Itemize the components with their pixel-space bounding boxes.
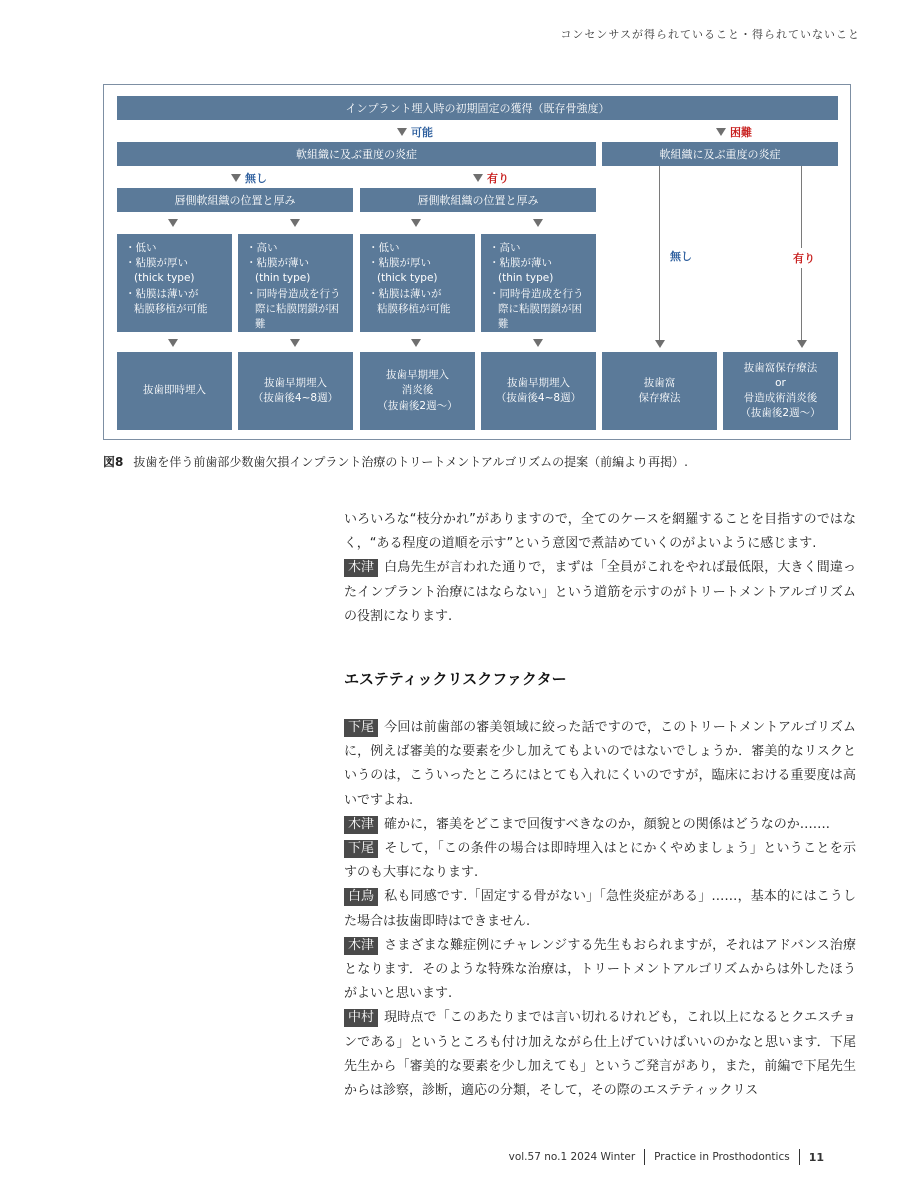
- figure-caption-text: 抜歯を伴う前歯部少数歯欠損インプラント治療のトリートメントアルゴリズムの提案（前編より再掲）.: [133, 455, 688, 469]
- down-arrow-icon: [533, 339, 543, 347]
- condition-line: 粘膜移植が可能: [377, 302, 451, 315]
- down-arrow-icon: [411, 339, 421, 347]
- condition-line: ・粘膜が薄い: [489, 257, 552, 270]
- down-arrow-icon: [397, 128, 407, 136]
- condition-box: [481, 234, 596, 332]
- dialogue-entry: [344, 556, 856, 629]
- condition-line: ・粘膜は薄いが: [125, 287, 199, 300]
- result-line: 抜歯早期埋入: [263, 376, 327, 389]
- footer-divider: [799, 1149, 800, 1165]
- down-arrow-icon: [290, 219, 300, 227]
- result-box: [360, 352, 475, 430]
- result-line: （抜歯後4~8週）: [252, 392, 339, 404]
- right-branch-none: 無し: [670, 250, 692, 263]
- right-branch-present: 有り: [791, 248, 817, 268]
- branch-none-label: 無し: [245, 172, 267, 185]
- dialogue-entry: [344, 716, 856, 813]
- condition-line: 際に粘膜閉鎖が困難: [498, 302, 582, 331]
- down-arrow-icon: [411, 219, 421, 227]
- dialogue-text: さまざまな難症例にチャレンジする先生もおられますが，それはアドバンス治療となります．そのような特殊な治療は，トリートメントアルゴリズムからは外したほうがよいと思います.: [344, 937, 856, 1002]
- result-box: [602, 352, 717, 430]
- branch-present: [473, 170, 509, 186]
- down-arrow-icon: [168, 219, 178, 227]
- condition-line: 際に粘膜閉鎖が困難: [255, 302, 339, 331]
- dialogue-text: そして，「この条件の場合は即時埋入はとにかくやめましょう」ということを示すのも大事になります.: [344, 841, 856, 881]
- branch-possible-label: 可能: [411, 126, 433, 139]
- speaker-label: 木津: [344, 937, 378, 955]
- condition-line: ・低い: [125, 242, 157, 254]
- result-line: （抜歯後2週～）: [377, 399, 458, 412]
- result-line: （抜歯後2週～）: [740, 407, 821, 420]
- dialogue-text: 白鳥先生が言われた通りで，まずは「全員がこれをやれば最低限，大きく間違ったインプラント治療にはならない」という道筋を示すのがトリートメントアルゴリズムの役割になります.: [344, 560, 856, 624]
- inflammation-bar-right: 軟組織に及ぶ重度の炎症: [602, 142, 838, 166]
- dialogue-text: 私も同感です.「固定する骨がない」「急性炎症がある」……，基本的にはこうした場合は抜歯即時はできません.: [344, 889, 856, 929]
- result-line: 抜歯即時埋入: [143, 384, 206, 397]
- result-line: 抜歯早期埋入: [506, 376, 570, 389]
- condition-line: ・粘膜が薄い: [246, 257, 309, 270]
- down-arrow-icon: [716, 128, 726, 136]
- condition-box: [117, 234, 232, 332]
- condition-line: ・粘膜が厚い: [125, 257, 188, 270]
- down-arrow-icon: [533, 219, 543, 227]
- labial-bar-right: 唇側軟組織の位置と厚み: [360, 188, 596, 212]
- condition-line: ・高い: [489, 242, 521, 254]
- dialogue-entry: [344, 813, 856, 837]
- branch-possible: [397, 124, 433, 140]
- result-box: [117, 352, 232, 430]
- figure-caption: [103, 453, 688, 470]
- branch-difficult: [716, 124, 752, 140]
- inflammation-bar-left: 軟組織に及ぶ重度の炎症: [117, 142, 596, 166]
- down-arrow-icon: [231, 174, 241, 182]
- result-line: 消炎後: [401, 384, 434, 397]
- condition-line: (thick type): [134, 272, 195, 285]
- dialogue-text: 現時点で「このあたりまでは言い切れるけれども，これ以上になるとクエスチョンである」というところも付け加えながら仕上げていけばいいのかなと思います．下尾先生から「審美的な要素を少し加えても」というご発言があり，また，前編で下尾先生からは診察，診断，適応の分類，そして，その際のエステティックリス: [344, 1010, 856, 1099]
- page-number: 11: [808, 1150, 824, 1164]
- result-line: 保存療法: [638, 392, 681, 404]
- labial-bar-left: 唇側軟組織の位置と厚み: [117, 188, 353, 212]
- dialogue-text: 今回は前歯部の審美領域に絞った話ですので，このトリートメントアルゴリズムに，例えば審美的な要素を少し加えてもよいのではないでしょうか．審美的なリスクというのは，こういったところにはとても入れにくいのですが，臨床における重要度は高いですよね.: [344, 720, 856, 808]
- result-box: [238, 352, 353, 430]
- dialogue-entry: [344, 837, 856, 885]
- footer-divider: [644, 1149, 645, 1165]
- branch-present-label: 有り: [487, 172, 509, 185]
- page-footer: [509, 1149, 824, 1165]
- speaker-label: 下尾: [344, 719, 378, 737]
- condition-line: ・低い: [368, 242, 400, 254]
- result-line: or: [775, 376, 786, 389]
- intro-block: [344, 508, 856, 629]
- speaker-label: 下尾: [344, 840, 378, 858]
- intro-paragraph: いろいろな“枝分かれ”がありますので，全てのケースを網羅することを目指すのではなく，“ある程度の道順を示す”という意図で煮詰めていくのがよいように感じます.: [344, 512, 856, 552]
- connector-line: [659, 166, 660, 342]
- dialogue-entry: [344, 885, 856, 933]
- condition-line: ・同時骨造成を行う: [246, 287, 341, 300]
- condition-line: (thick type): [377, 272, 438, 285]
- branch-none: [231, 170, 267, 186]
- condition-line: ・粘膜は薄いが: [368, 287, 442, 300]
- result-line: 抜歯窩保存療法: [743, 361, 818, 374]
- down-arrow-icon: [797, 340, 807, 348]
- down-arrow-icon: [473, 174, 483, 182]
- condition-box: [360, 234, 475, 332]
- dialogue-entry: [344, 1006, 856, 1103]
- condition-line: (thin type): [498, 272, 554, 285]
- figure-number: 図8: [103, 455, 124, 469]
- result-line: 抜歯早期埋入: [386, 369, 449, 382]
- dialogue-text: 確かに，審美をどこまで回復すべきなのか，顔貌との関係はどうなのか…….: [384, 816, 830, 832]
- dialogue-block: [344, 716, 856, 1103]
- condition-line: 粘膜移植が可能: [134, 302, 208, 315]
- flow-top-bar: インプラント埋入時の初期固定の獲得（既存骨強度）: [117, 96, 838, 120]
- speaker-label: 木津: [344, 816, 378, 834]
- down-arrow-icon: [168, 339, 178, 347]
- down-arrow-icon: [290, 339, 300, 347]
- condition-line: ・粘膜が厚い: [368, 257, 431, 270]
- condition-line: ・同時骨造成を行う: [489, 287, 584, 300]
- issue-info: vol.57 no.1 2024 Winter: [508, 1151, 636, 1163]
- condition-line: ・高い: [246, 242, 278, 254]
- result-line: 骨造成術消炎後: [743, 392, 818, 404]
- running-header: コンセンサスが得られていること・得られていないこと: [560, 28, 860, 41]
- speaker-label: 中村: [344, 1009, 378, 1027]
- speaker-label: 白鳥: [344, 888, 378, 906]
- condition-line: (thin type): [255, 272, 311, 285]
- branch-difficult-label: 困難: [730, 126, 752, 139]
- dialogue-entry: [344, 934, 856, 1007]
- result-box: [723, 352, 838, 430]
- speaker-label: 木津: [344, 559, 378, 577]
- down-arrow-icon: [655, 340, 665, 348]
- section-heading: エステティックリスクファクター: [344, 670, 567, 688]
- result-box: [481, 352, 596, 430]
- result-line: 抜歯窩: [643, 376, 676, 389]
- condition-box: [238, 234, 353, 332]
- result-line: （抜歯後4~8週）: [495, 392, 582, 404]
- journal-name: Practice in Prosthodontics: [654, 1151, 790, 1163]
